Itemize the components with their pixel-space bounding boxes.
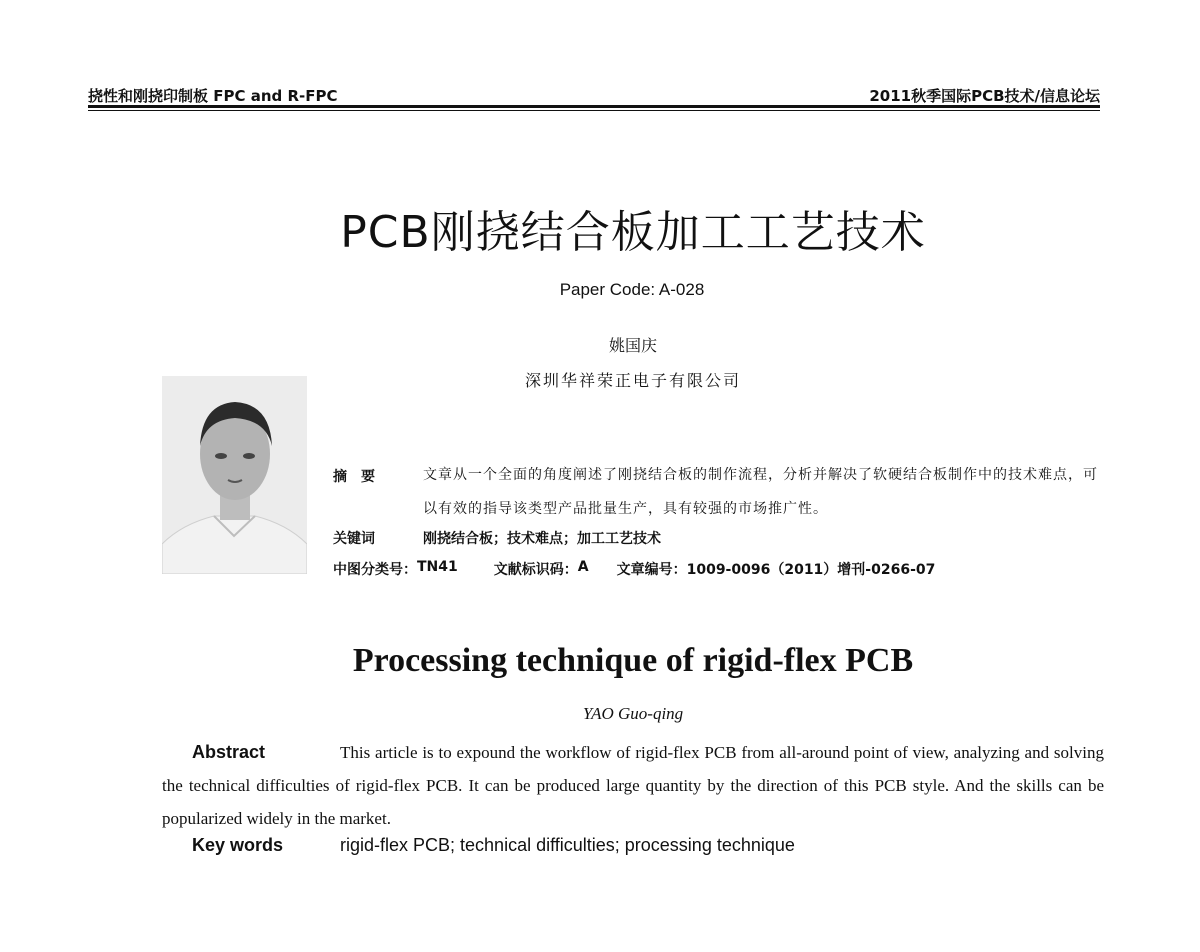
article-number-label: 文章编号：	[616, 562, 687, 578]
author-photo	[162, 376, 307, 574]
chinese-abstract-text: 文章从一个全面的角度阐述了刚挠结合板的制作流程，分析并解决了软硬结合板制作中的技术难点，可以有效的指导该类型产品批量生产，具有较强的市场推广性。	[423, 467, 1098, 517]
chinese-keywords	[333, 528, 661, 548]
english-title: Processing technique of rigid-flex PCB	[352, 642, 914, 679]
header-rule	[88, 105, 1100, 108]
header-right: 2011秋季国际PCB技术/信息论坛	[869, 87, 1100, 105]
english-keywords-label: Key words	[192, 835, 284, 855]
chinese-keywords-label: 关键词	[333, 531, 375, 547]
article-number-value: 1009-0096（2011）增刊-0266-07	[686, 562, 936, 578]
chinese-abstract	[333, 466, 1103, 526]
clc-label: 中图分类号：	[333, 562, 417, 578]
english-abstract-label: Abstract	[192, 742, 266, 762]
chinese-keywords-text: 刚挠结合板；技术难点；加工工艺技术	[423, 531, 661, 547]
doc-code-label: 文献标识码：	[493, 562, 578, 578]
english-keywords-text: rigid-flex PCB; technical difficulties; processing technique	[340, 835, 795, 855]
chinese-title: PCB刚挠结合板加工工艺技术	[340, 207, 926, 258]
header-left: 挠性和刚挠印制板 FPC and R-FPC	[88, 87, 338, 105]
running-header	[88, 72, 1100, 106]
english-author: YAO Guo-qing	[582, 704, 684, 723]
chinese-author: 姚国庆	[608, 336, 657, 355]
doc-code-value: A	[577, 559, 589, 575]
english-keywords	[162, 835, 1104, 856]
clc-value: TN41	[417, 559, 458, 575]
classification-line	[333, 559, 935, 579]
paper-code: Paper Code: A-028	[559, 280, 705, 299]
chinese-abstract-label: 摘要	[333, 469, 389, 485]
english-abstract-text: This article is to expound the workflow of rigid-flex PCB from all-around point of view, analyzing and solving the technical difficulties of rigid-flex PCB. It can be produced large quantity by the direction of this PCB style. And the skills can be popularized widely in the market.	[162, 743, 1104, 828]
header-rule-thin	[88, 110, 1100, 111]
chinese-affiliation: 深圳华祥荣正电子有限公司	[524, 371, 741, 390]
english-abstract	[162, 736, 1104, 835]
